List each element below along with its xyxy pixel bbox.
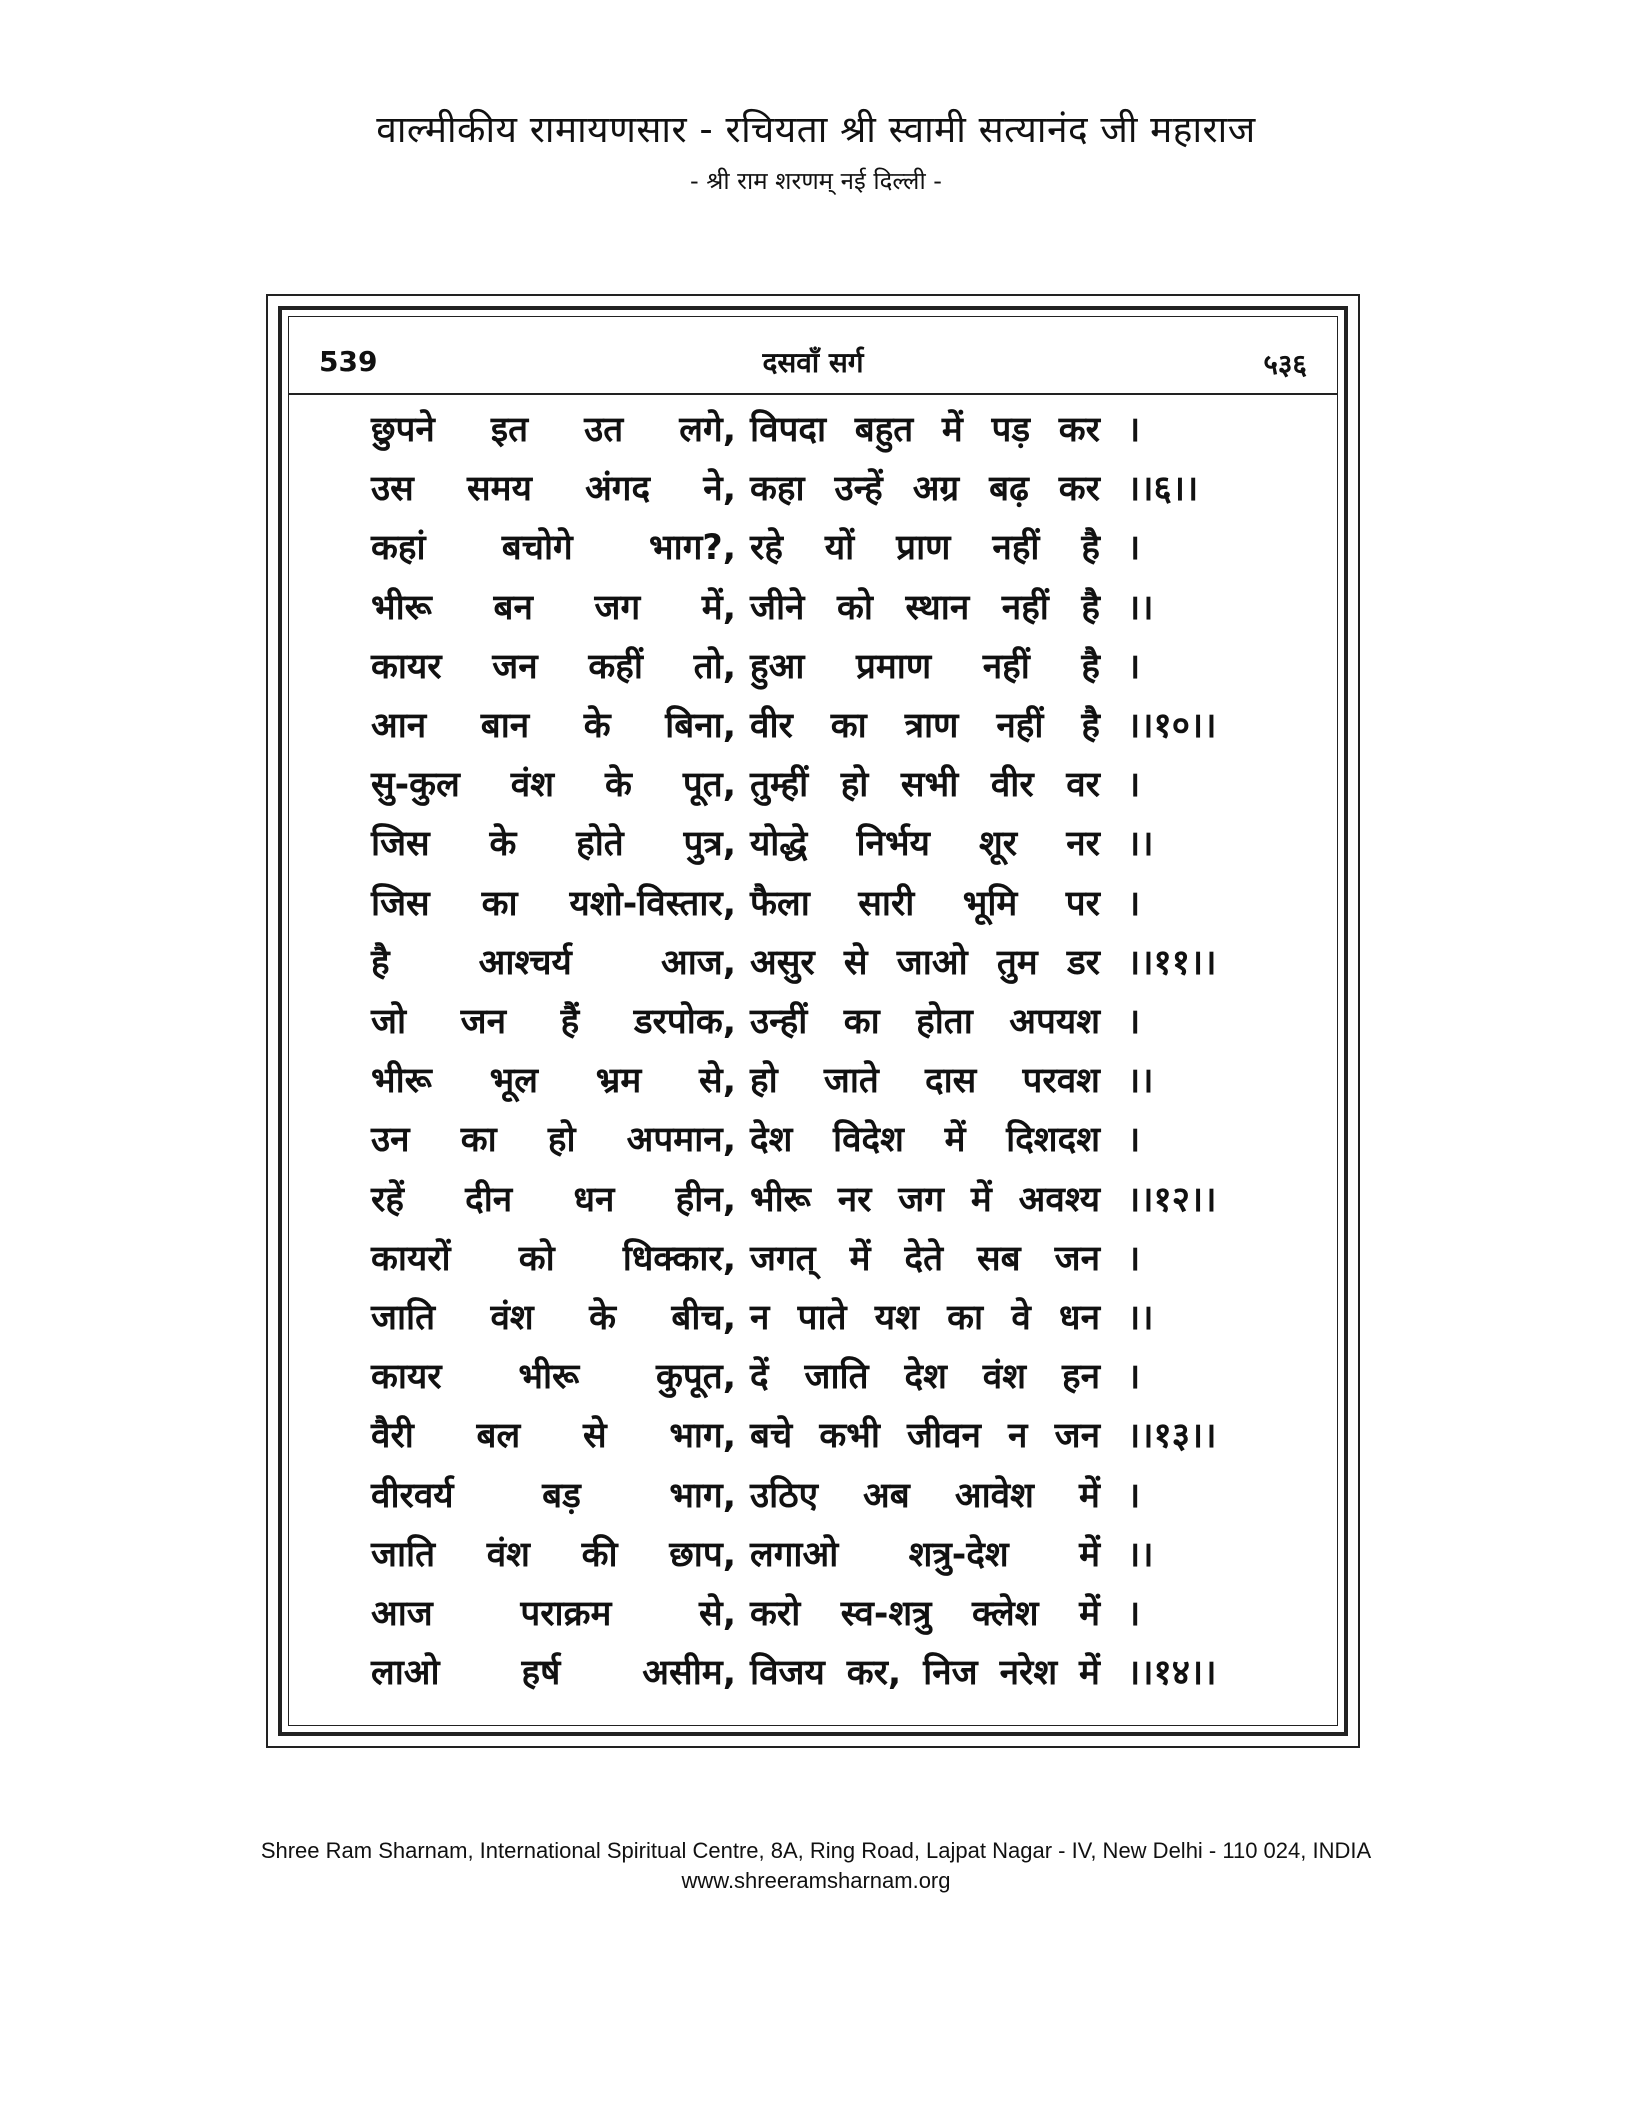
verse-left-half: आज पराक्रम से, <box>371 1594 736 1634</box>
verse-right-half: उन्हीं का होता अपयश <box>750 1002 1100 1042</box>
verse-mark: ।। <box>1127 824 1154 865</box>
header-rule <box>289 393 1337 395</box>
verse-left-half: जिस का यशो-विस्तार, <box>371 883 736 924</box>
verse-mark: ।। <box>1127 1298 1154 1338</box>
verse-left-half: वैरी बल से भाग, <box>371 1416 736 1457</box>
verse-mark: । <box>1127 765 1141 806</box>
verse-right-half: भीरू नर जग में अवश्य <box>750 1179 1100 1220</box>
verse-left-half: कायर जन कहीं तो, <box>371 646 736 687</box>
verse-left-half: आन बान के बिना, <box>371 706 736 746</box>
verse-right-half: लगाओ शत्रु-देश में <box>750 1534 1100 1575</box>
verse-right-half: विजय कर, निज नरेश में <box>750 1653 1100 1694</box>
page-number-devanagari: ५३६ <box>1263 348 1307 381</box>
verse-line <box>371 701 1307 759</box>
verse-right-half: देश विदेश में दिशदश <box>750 1120 1100 1161</box>
page-frame <box>266 294 1360 1748</box>
verse-left-half: जो जन हैं डरपोक, <box>371 1002 736 1042</box>
verse-line <box>371 1530 1307 1588</box>
page-frame-inner <box>278 306 1348 1736</box>
verse-mark: । <box>1127 1120 1141 1161</box>
verse-left-half: भीरू बन जग में, <box>371 587 736 628</box>
verse-line <box>371 464 1307 522</box>
verse-left-half: कहां बचोगे भाग?, <box>371 528 736 569</box>
page-number-arabic: 539 <box>319 345 378 378</box>
verse-mark: । <box>1127 883 1141 924</box>
verse-left-half: कायर भीरू कुपूत, <box>371 1357 736 1398</box>
verse-right-half: विपदा बहुत में पड़ कर <box>750 410 1100 450</box>
verse-line <box>371 819 1307 877</box>
footer-address: Shree Ram Sharnam, International Spiritual Centre, 8A, Ring Road, Lajpat Nagar - IV, New Delhi - 110 024, INDIA <box>260 1838 1372 1863</box>
verse-line <box>371 938 1307 996</box>
verse-left-half: भीरू भूल भ्रम से, <box>371 1061 736 1102</box>
verse-line <box>371 1234 1307 1292</box>
verse-line <box>371 1648 1307 1706</box>
verse-line <box>371 583 1307 641</box>
verse-line <box>371 1471 1307 1529</box>
verse-line <box>371 1293 1307 1351</box>
verse-left-half: सु-कुल वंश के पूत, <box>371 765 736 806</box>
document-subtitle: - श्री राम शरणम् नई दिल्ली - <box>690 167 942 195</box>
verse-right-half: करो स्व-शत्रु क्लेश में <box>750 1594 1100 1634</box>
verse-line <box>371 1411 1307 1469</box>
verse-line <box>371 760 1307 818</box>
verse-right-half: दें जाति देश वंश हन <box>750 1357 1100 1398</box>
verse-left-half: जाति वंश के बीच, <box>371 1298 736 1338</box>
verse-mark: ।। <box>1127 1061 1154 1102</box>
footer-website: www.shreeramsharnam.org <box>681 1868 951 1893</box>
verse-right-half: रहे यों प्राण नहीं है <box>750 528 1100 569</box>
verse-mark: ।।६।। <box>1127 469 1199 510</box>
verse-left-half: छुपने इत उत लगे, <box>371 410 736 450</box>
verse-line <box>371 1056 1307 1114</box>
verse-left-half: वीरवर्य बड़ भाग, <box>371 1475 736 1516</box>
verse-left-half: रहें दीन धन हीन, <box>371 1179 736 1220</box>
verse-left-half: उन का हो अपमान, <box>371 1120 736 1161</box>
verse-left-half: लाओ हर्ष असीम, <box>371 1653 736 1694</box>
verse-mark: ।।१२।। <box>1127 1179 1217 1220</box>
verse-line <box>371 1352 1307 1410</box>
verse-right-half: कहा उन्हें अग्र बढ़ कर <box>750 469 1100 510</box>
verse-mark: ।।१४।। <box>1127 1653 1217 1694</box>
verse-right-half: न पाते यश का वे धन <box>750 1298 1100 1338</box>
verse-left-half: कायरों को धिक्कार, <box>371 1238 736 1279</box>
verse-mark: ।।१३।। <box>1127 1416 1217 1457</box>
verse-mark: ।। <box>1127 1534 1154 1575</box>
verse-mark: । <box>1127 1002 1141 1042</box>
verse-right-half: हुआ प्रमाण नहीं है <box>750 646 1100 687</box>
verse-right-half: वीर का त्राण नहीं है <box>750 706 1100 746</box>
verse-right-half: तुम्हीं हो सभी वीर वर <box>750 765 1100 806</box>
verse-line <box>371 1175 1307 1233</box>
verse-right-half: उठिए अब आवेश में <box>750 1475 1100 1516</box>
verse-left-half: उस समय अंगद ने, <box>371 469 736 510</box>
document-title: वाल्मीकीय रामायणसार - रचियता श्री स्वामी सत्यानंद जी महाराज <box>376 108 1256 151</box>
verse-right-half: हो जाते दास परवश <box>750 1061 1100 1102</box>
verse-line <box>371 879 1307 937</box>
verse-line <box>371 642 1307 700</box>
verse-left-half: जिस के होते पुत्र, <box>371 824 736 865</box>
verse-left-half: जाति वंश की छाप, <box>371 1534 736 1575</box>
verse-mark: । <box>1127 1357 1141 1398</box>
verse-right-half: जगत् में देते सब जन <box>750 1238 1100 1279</box>
chapter-title: दसवाँ सर्ग <box>762 346 864 379</box>
verse-right-half: बचे कभी जीवन न जन <box>750 1416 1100 1457</box>
verse-right-half: योद्धे निर्भय शूर नर <box>750 824 1100 865</box>
verse-line <box>371 405 1307 463</box>
verse-mark: ।।१०।। <box>1127 706 1217 746</box>
verse-right-half: जीने को स्थान नहीं है <box>750 587 1100 628</box>
verse-mark: । <box>1127 1475 1141 1516</box>
verse-mark: । <box>1127 1594 1141 1634</box>
verse-left-half: है आश्चर्य आज, <box>371 942 736 983</box>
verse-mark: । <box>1127 1238 1141 1279</box>
verse-mark: । <box>1127 410 1141 450</box>
verse-mark: ।। <box>1127 587 1154 628</box>
verse-line <box>371 1115 1307 1173</box>
page-content <box>288 316 1338 1726</box>
verse-right-half: फैला सारी भूमि पर <box>750 883 1100 924</box>
verse-mark: । <box>1127 646 1141 687</box>
verse-line <box>371 997 1307 1055</box>
verse-line <box>371 523 1307 581</box>
verse-right-half: असुर से जाओ तुम डर <box>750 942 1100 983</box>
verse-mark: ।।११।। <box>1127 942 1217 983</box>
verse-line <box>371 1589 1307 1647</box>
verse-mark: । <box>1127 528 1141 569</box>
